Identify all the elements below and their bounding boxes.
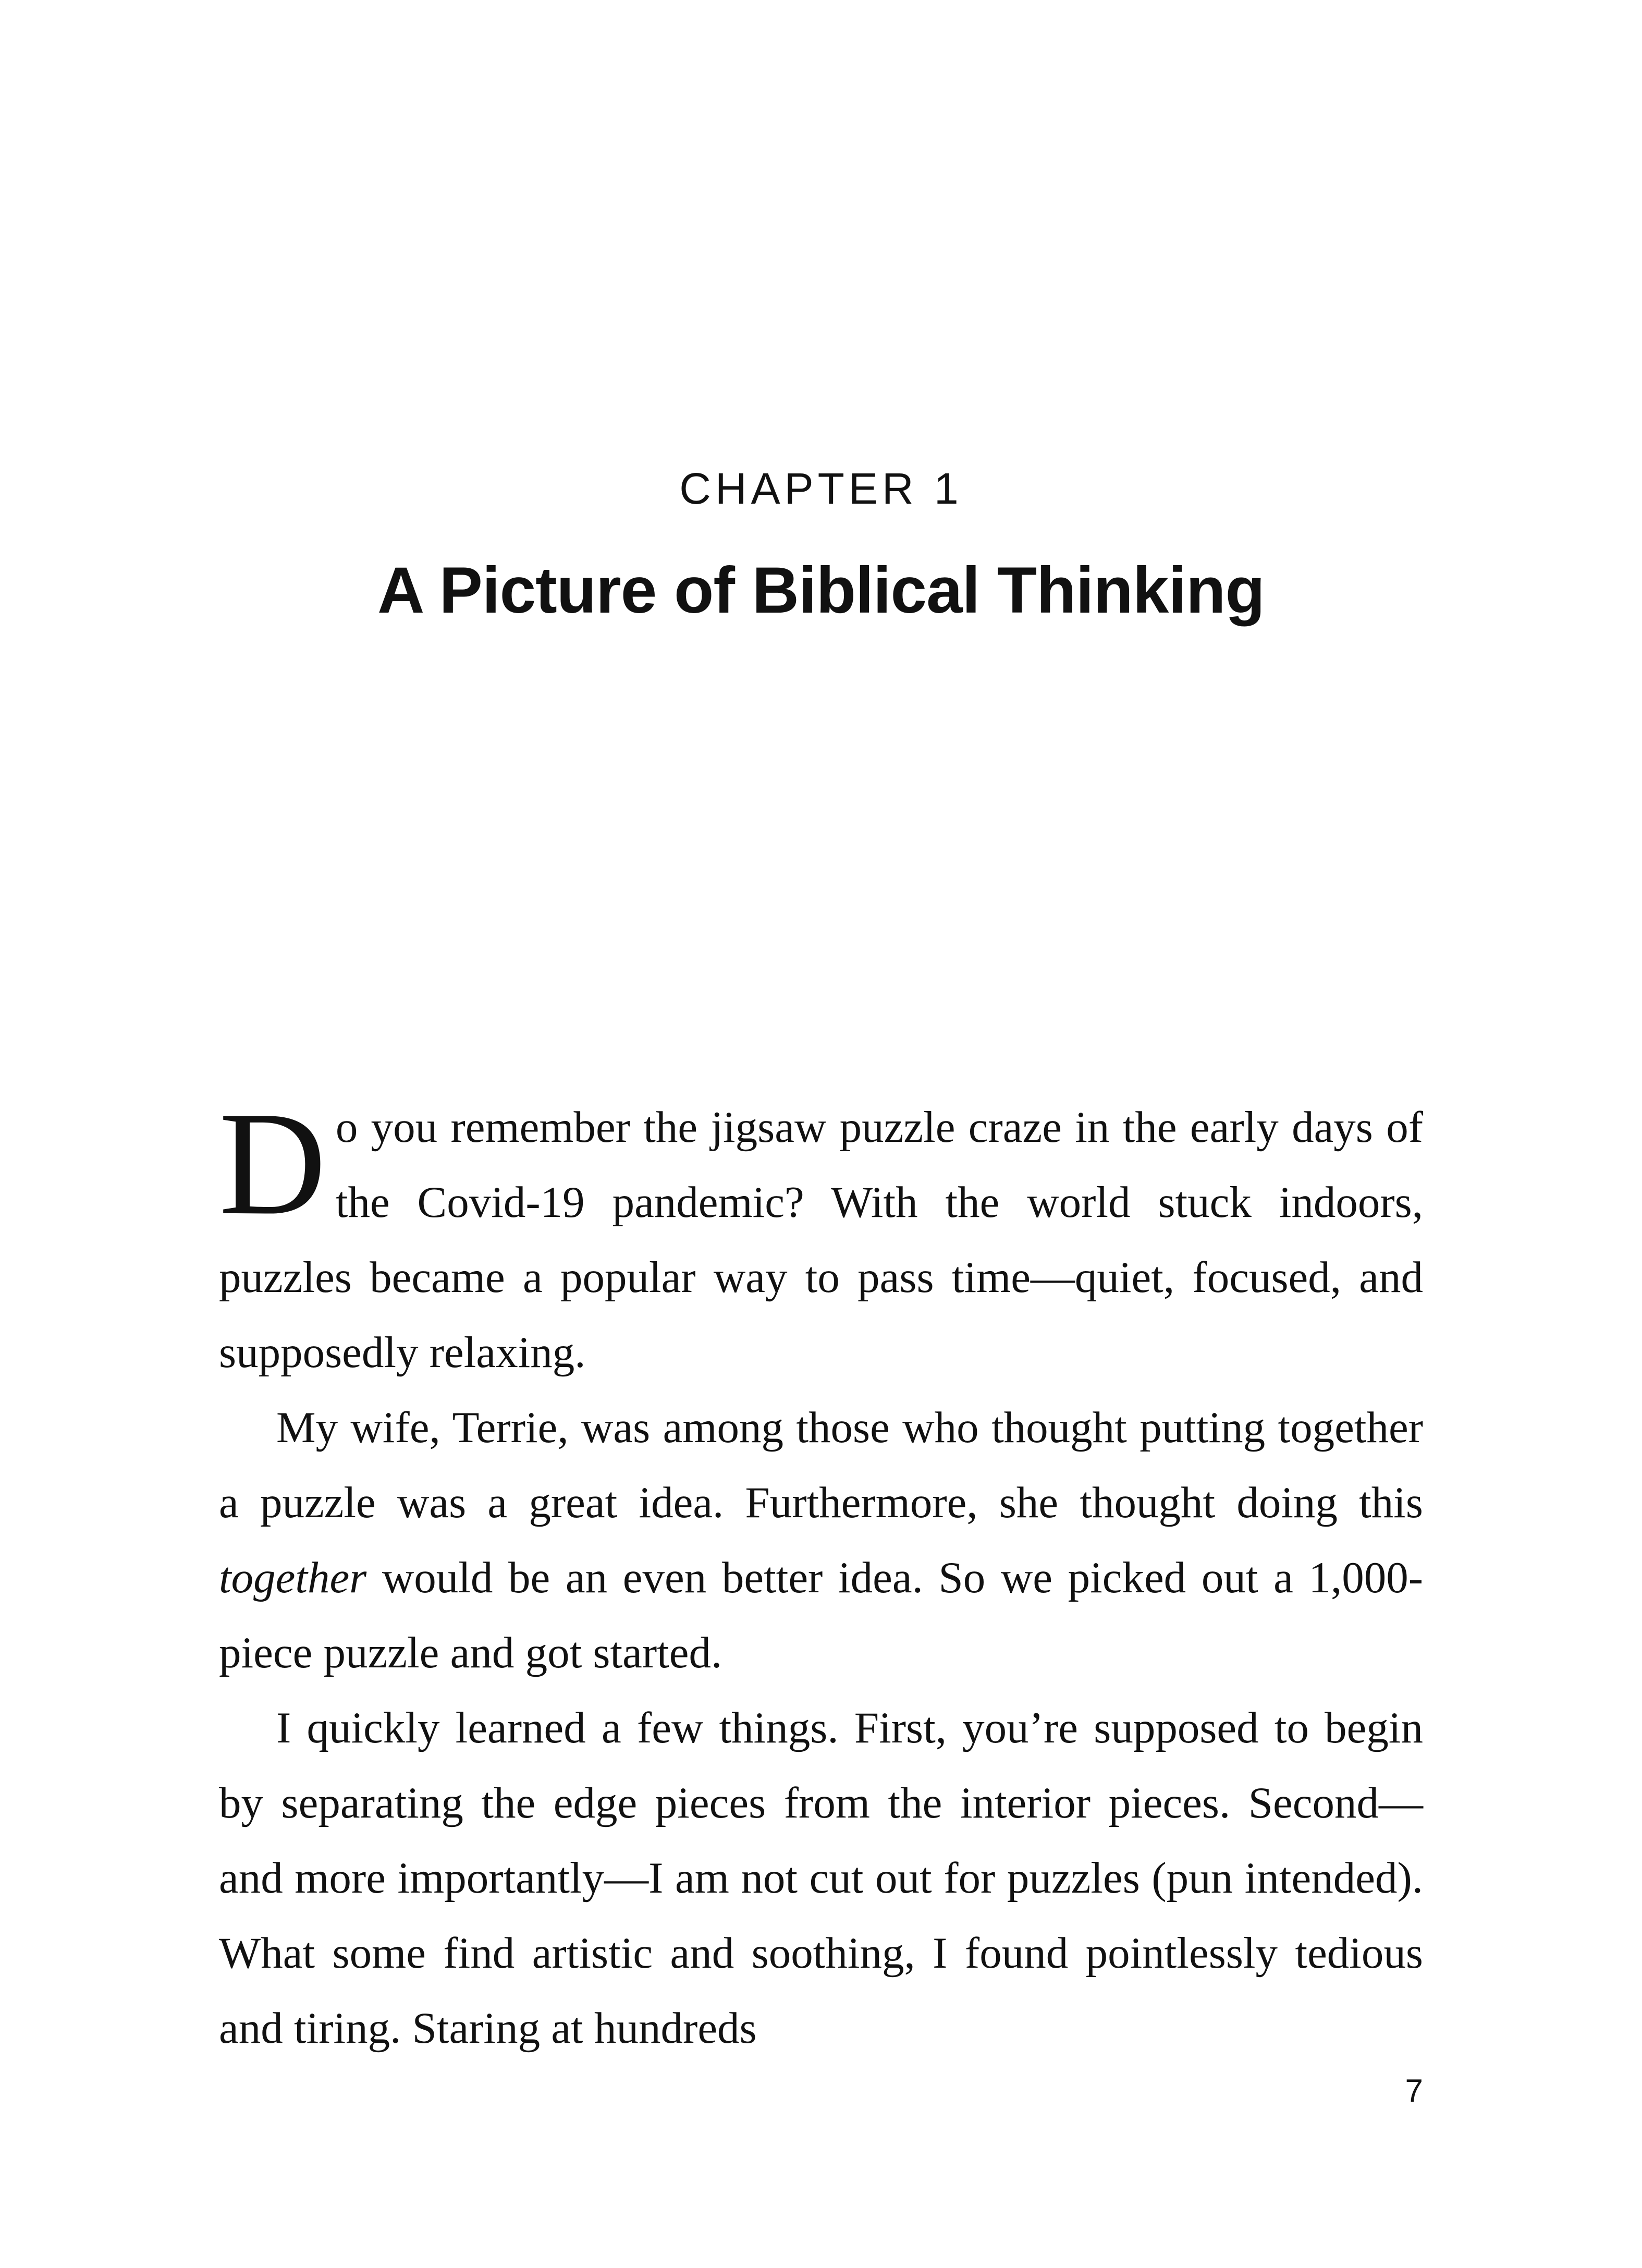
- drop-cap: D: [219, 1081, 326, 1246]
- paragraph-3: I quickly learned a few things. First, you’re supposed to begin by separating the edge pieces from the interior pieces. Second—and more importantly—I am not cut out for puzzles (pun intended). What some find artistic and soothing, I found pointlessly tedious and tiring. Staring at hundreds: [219, 1703, 1423, 2053]
- body-text: [219, 1081, 1423, 2066]
- page-number: 7: [1405, 2073, 1423, 2109]
- chapter-label: CHAPTER 1: [679, 464, 963, 513]
- paragraph-2: [219, 1390, 1423, 1690]
- paragraph-2-text-after: would be an even better idea. So we picked out a 1,000-piece puzzle and got started.: [219, 1553, 1423, 1677]
- paragraph-2-text-before: My wife, Terrie, was among those who thought putting together a puzzle was a great idea. Furthermore, she thought doing this: [219, 1403, 1423, 1527]
- paragraph-1-text: o you remember the jigsaw puzzle craze in the early days of the Covid-19 pandemic? With the world stuck indoors, puzzles became a popular way to pass time—quiet, focused, and supposedly relaxing.: [219, 1103, 1423, 1377]
- chapter-title: A Picture of Biblical Thinking: [377, 554, 1265, 627]
- paragraph-1: [219, 1081, 1423, 1390]
- paragraph-2-emphasis: together: [219, 1553, 367, 1602]
